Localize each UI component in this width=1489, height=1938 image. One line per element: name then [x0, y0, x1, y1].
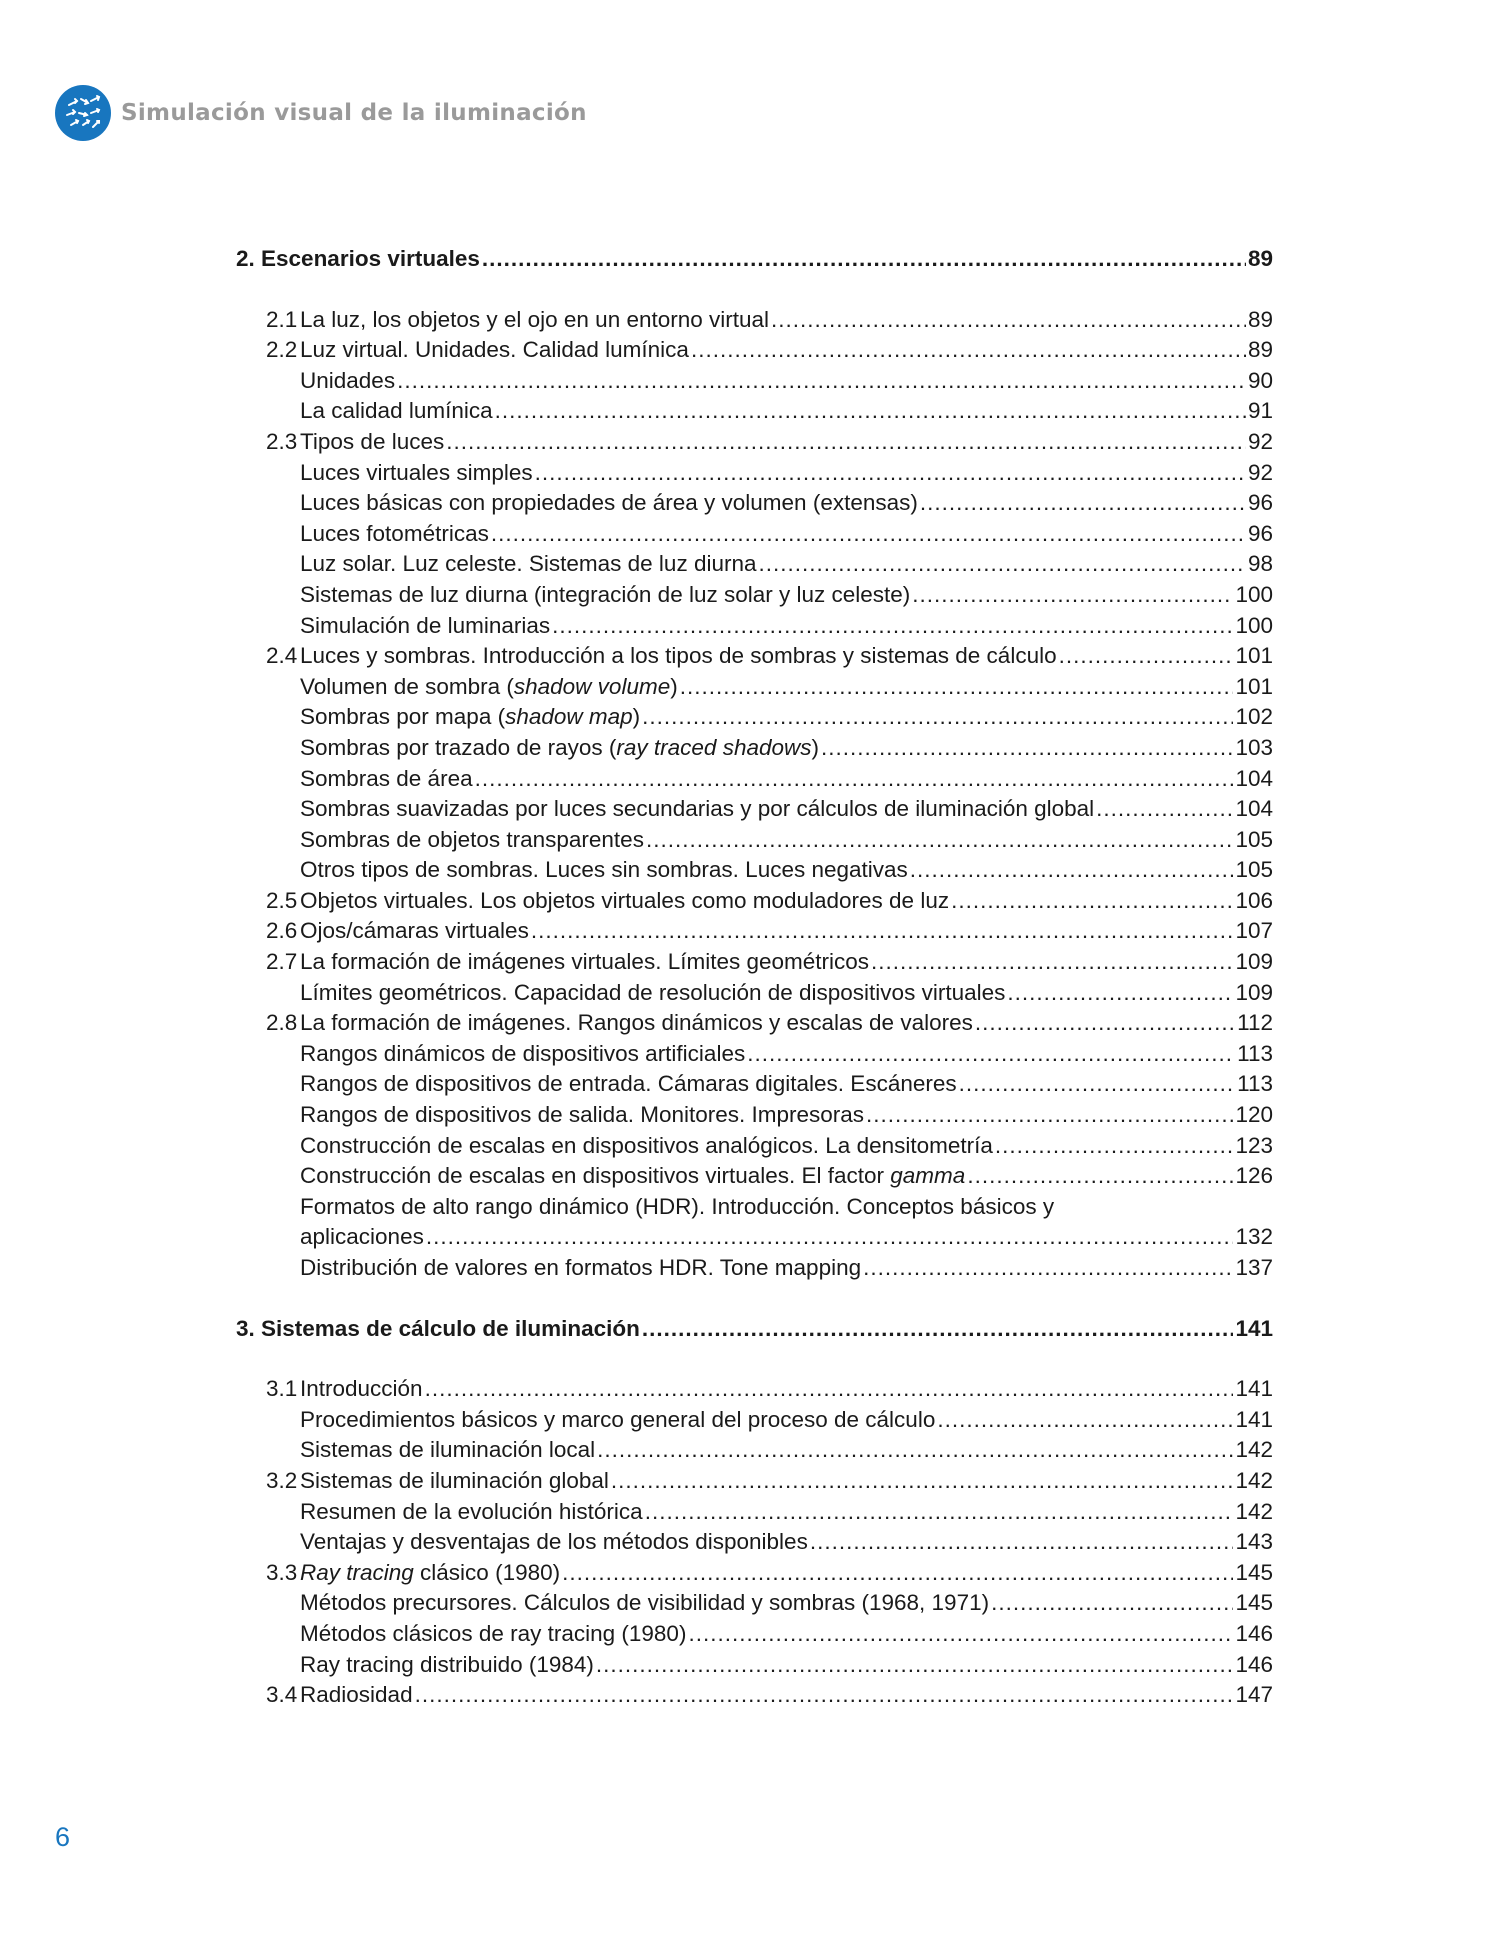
dot-leader: [552, 611, 1233, 642]
toc-entry-title: Construcción de escalas en dispositivos analógicos. La densitometría: [300, 1132, 993, 1158]
page-number: 6: [55, 1822, 71, 1852]
toc-entry-title-emphasis: Ray tracing: [300, 1559, 414, 1585]
toc-entry-title: Sistemas de iluminación global: [300, 1467, 609, 1493]
toc-entry-title-emphasis: gamma: [890, 1163, 966, 1189]
toc-entry-page: 145: [1235, 1559, 1273, 1585]
dot-leader: [688, 1619, 1233, 1650]
toc-entry: [236, 1435, 1273, 1466]
dot-leader: [596, 1650, 1234, 1681]
toc-entry: [236, 1100, 1273, 1131]
dot-leader: [912, 580, 1233, 611]
toc-entry-page: 107: [1235, 918, 1273, 944]
toc-entry-title: La formación de imágenes virtuales. Límites geométricos: [300, 949, 870, 975]
toc-entry-page: 101: [1235, 643, 1273, 669]
toc-entry-number: 3.3: [266, 1559, 298, 1585]
toc-entry-page: 113: [1237, 1040, 1273, 1066]
toc-entry: [236, 1161, 1273, 1192]
toc-entry-title: Luces virtuales simples: [300, 459, 533, 485]
dot-leader: [1007, 978, 1233, 1009]
toc-entry-page: 92: [1247, 428, 1273, 454]
dot-leader: [531, 916, 1234, 947]
dot-leader: [951, 886, 1233, 917]
dot-leader: [995, 1131, 1234, 1162]
toc-entry-page: 100: [1235, 581, 1273, 607]
toc-entry-title: Resumen de la evolución histórica: [300, 1498, 643, 1524]
toc-entry-title: Métodos clásicos de ray tracing (1980): [300, 1620, 687, 1646]
toc-entry-title: La luz, los objetos y el ojo en un entorno virtual: [300, 306, 770, 332]
running-header: [55, 84, 587, 142]
toc-entry: [236, 1008, 1273, 1039]
toc-entry-page: 120: [1235, 1102, 1273, 1128]
toc-entry-title: Rangos de dispositivos de entrada. Cámaras digitales. Escáneres: [300, 1071, 957, 1097]
dot-leader: [415, 1680, 1234, 1711]
toc-entry: [236, 886, 1273, 917]
toc-entry-page: 89: [1247, 306, 1273, 332]
toc-entry-page: 143: [1235, 1529, 1273, 1555]
toc-entry-page: 142: [1235, 1437, 1273, 1463]
toc-entry: [236, 396, 1273, 427]
toc-entry: [236, 825, 1273, 856]
toc-entry-title: La calidad lumínica: [300, 398, 493, 424]
dot-leader: [1059, 641, 1234, 672]
toc-entry-number: 2.6: [266, 918, 298, 944]
dot-leader: [771, 305, 1246, 336]
toc-entry-title: Luces básicas con propiedades de área y volumen (extensas): [300, 490, 918, 516]
toc-entry-page: 102: [1235, 704, 1273, 730]
toc-entry-page: 91: [1247, 398, 1273, 424]
toc-entry: [236, 305, 1273, 336]
toc-entry: [236, 488, 1273, 519]
toc-entry-page: 90: [1247, 367, 1273, 393]
toc-entry: [236, 794, 1273, 825]
dot-leader: [446, 427, 1246, 458]
toc-chapter-entry: [236, 244, 1273, 275]
dot-leader: [680, 672, 1234, 703]
light-rays-circle-icon: [55, 85, 111, 141]
toc-entry-title: aplicaciones: [300, 1224, 424, 1250]
toc-entry-title: 3. Sistemas de cálculo de iluminación: [236, 1315, 640, 1341]
toc-entry: [236, 335, 1273, 366]
toc-entry: [236, 1619, 1273, 1650]
toc-entry-number: 2.8: [266, 1010, 298, 1036]
toc-entry: [236, 458, 1273, 489]
toc-entry-title: 2. Escenarios virtuales: [236, 246, 480, 271]
toc-entry-page: 89: [1247, 246, 1273, 271]
toc-entry-page: 96: [1247, 520, 1273, 546]
toc-entry-title: Ray tracing distribuido (1984): [300, 1651, 594, 1677]
toc-entry-title-text: Sombras por trazado de rayos (: [300, 734, 617, 760]
toc-entry-title-text: ): [811, 734, 820, 760]
dot-leader: [821, 733, 1233, 764]
dot-leader: [426, 1222, 1234, 1253]
toc-entry-page: 109: [1235, 979, 1273, 1005]
dot-leader: [991, 1588, 1233, 1619]
toc-entry: [236, 549, 1273, 580]
toc-entry-page: 142: [1235, 1467, 1273, 1493]
toc-entry-number: 2.2: [266, 337, 298, 363]
toc-entry: [236, 764, 1273, 795]
toc-entry-page: 141: [1235, 1376, 1273, 1402]
running-header-title: Simulación visual de la iluminación: [121, 100, 587, 126]
toc-entry-page: 104: [1235, 765, 1273, 791]
toc-entry-title-text: clásico (1980): [413, 1559, 561, 1585]
dot-leader: [759, 549, 1246, 580]
toc-entry-title: Simulación de luminarias: [300, 612, 551, 638]
toc-entry-page: 104: [1235, 796, 1273, 822]
dot-leader: [642, 1314, 1234, 1345]
toc-entry-page: 142: [1235, 1498, 1273, 1524]
toc-entry-page: 113: [1237, 1071, 1273, 1097]
toc-entry-page: 132: [1235, 1224, 1273, 1250]
toc-entry-title: Ventajas y desventajas de los métodos disponibles: [300, 1529, 808, 1555]
toc-entry-title: Rangos de dispositivos de salida. Monitores. Impresoras: [300, 1102, 865, 1128]
toc-entry-title: Luz solar. Luz celeste. Sistemas de luz diurna: [300, 551, 757, 577]
dot-leader: [491, 519, 1246, 550]
toc-entry: [236, 1650, 1273, 1681]
dot-leader: [920, 488, 1246, 519]
dot-leader: [975, 1008, 1235, 1039]
toc-entry-page: 89: [1247, 337, 1273, 363]
dot-leader: [597, 1435, 1233, 1466]
toc-entry-page: 141: [1235, 1406, 1273, 1432]
toc-entry-title-text: Construcción de escalas en dispositivos virtuales. El factor: [300, 1163, 891, 1189]
toc-entry-title: [300, 672, 678, 703]
dot-leader: [1096, 794, 1233, 825]
toc-entry: [236, 519, 1273, 550]
toc-entry: [236, 1588, 1273, 1619]
toc-entry: [236, 1131, 1273, 1162]
toc-entry-title: Ojos/cámaras virtuales: [300, 918, 529, 944]
toc-entry-title: La formación de imágenes. Rangos dinámicos y escalas de valores: [300, 1010, 973, 1036]
toc-entry-page: 105: [1235, 857, 1273, 883]
toc-entry-title-text: ): [632, 704, 641, 730]
dot-leader: [495, 396, 1246, 427]
toc-entry-title: [300, 1161, 965, 1192]
dot-leader: [967, 1161, 1233, 1192]
dot-leader: [810, 1527, 1234, 1558]
toc-entry: [236, 1466, 1273, 1497]
toc-entry-title: Sombras de área: [300, 765, 473, 791]
toc-entry-page: 101: [1235, 673, 1273, 699]
toc-entry-page: 106: [1235, 887, 1273, 913]
toc-chapter-entry: [236, 1314, 1273, 1345]
dot-leader: [910, 855, 1234, 886]
toc-entry: [236, 702, 1273, 733]
toc-entry-title: [300, 702, 640, 733]
toc-entry: [236, 641, 1273, 672]
toc-entry-title: Luces fotométricas: [300, 520, 489, 546]
table-of-contents: [236, 244, 1273, 1711]
toc-entry: [236, 672, 1273, 703]
toc-entry-title-emphasis: shadow volume: [513, 673, 671, 699]
toc-entry-title: Sistemas de luz diurna (integración de luz solar y luz celeste): [300, 581, 911, 607]
toc-entry: [236, 611, 1273, 642]
dot-leader: [691, 335, 1246, 366]
toc-entry-page: 112: [1237, 1010, 1273, 1036]
toc-entry-title-emphasis: shadow map: [505, 704, 633, 730]
toc-entry-number: 2.7: [266, 949, 298, 975]
toc-entry: [236, 947, 1273, 978]
toc-entry-title: Rangos dinámicos de dispositivos artificiales: [300, 1040, 746, 1066]
toc-entry: [236, 1558, 1273, 1589]
toc-entry-page: 147: [1235, 1682, 1273, 1708]
toc-entry-title-text: Volumen de sombra (: [300, 673, 514, 699]
dot-leader: [482, 244, 1246, 275]
toc-entry: [236, 978, 1273, 1009]
toc-entry-title: Unidades: [300, 367, 396, 393]
toc-entry-page: 109: [1235, 949, 1273, 975]
toc-entry: [236, 1253, 1273, 1284]
toc-entry: [236, 1527, 1273, 1558]
toc-entry-title-emphasis: ray traced shadows: [616, 734, 812, 760]
toc-entry: [236, 1680, 1273, 1711]
toc-entry-title: [300, 1558, 560, 1589]
toc-entry-title: Luz virtual. Unidades. Calidad lumínica: [300, 337, 689, 363]
toc-entry-page: 98: [1247, 551, 1273, 577]
dot-leader: [863, 1253, 1233, 1284]
toc-entry: [236, 855, 1273, 886]
toc-entry-page: 105: [1235, 826, 1273, 852]
toc-entry-title: Radiosidad: [300, 1682, 413, 1708]
toc-entry-number: 2.4: [266, 643, 298, 669]
toc-entry-title: Objetos virtuales. Los objetos virtuales como moduladores de luz: [300, 887, 950, 913]
dot-leader: [611, 1466, 1234, 1497]
toc-entry: [236, 580, 1273, 611]
dot-leader: [866, 1100, 1233, 1131]
dot-leader: [475, 764, 1234, 795]
toc-entry-page: 145: [1235, 1590, 1273, 1616]
dot-leader: [535, 458, 1246, 489]
dot-leader: [397, 366, 1246, 397]
dot-leader: [642, 702, 1233, 733]
toc-entry: [236, 366, 1273, 397]
toc-entry: [236, 1069, 1273, 1100]
toc-entry-page: 146: [1235, 1620, 1273, 1646]
dot-leader: [562, 1558, 1233, 1589]
toc-entry-title: [300, 733, 819, 764]
toc-entry-number: 2.3: [266, 428, 298, 454]
toc-entry-title: Introducción: [300, 1376, 423, 1402]
toc-entry-page: 123: [1235, 1132, 1273, 1158]
toc-entry-number: 3.2: [266, 1467, 298, 1493]
dot-leader: [937, 1405, 1233, 1436]
toc-entry-number: 2.5: [266, 887, 298, 913]
toc-entry-title: Métodos precursores. Cálculos de visibilidad y sombras (1968, 1971): [300, 1590, 990, 1616]
dot-leader: [747, 1039, 1235, 1070]
toc-entry: [236, 1497, 1273, 1528]
toc-entry-title-text: Sombras por mapa (: [300, 704, 506, 730]
toc-entry-page: 146: [1235, 1651, 1273, 1677]
toc-entry-title: Luces y sombras. Introducción a los tipos de sombras y sistemas de cálculo: [300, 643, 1057, 669]
toc-entry-page: 92: [1247, 459, 1273, 485]
toc-entry: [236, 916, 1273, 947]
toc-entry-page: 126: [1235, 1163, 1273, 1189]
toc-entry: [236, 427, 1273, 458]
toc-entry-page: 96: [1247, 490, 1273, 516]
toc-entry-page: 100: [1235, 612, 1273, 638]
toc-entry-number: 2.1: [266, 306, 298, 332]
toc-entry: [236, 1192, 1273, 1223]
toc-entry-title: Sombras de objetos transparentes: [300, 826, 644, 852]
toc-entry: [236, 1405, 1273, 1436]
toc-entry-page: 141: [1235, 1315, 1273, 1341]
toc-entry-title: Distribución de valores en formatos HDR. Tone mapping: [300, 1255, 862, 1280]
toc-entry-title: Procedimientos básicos y marco general del proceso de cálculo: [300, 1406, 936, 1432]
dot-leader: [871, 947, 1233, 978]
toc-entry-title-text: ): [670, 673, 678, 699]
toc-entry-page: 137: [1235, 1255, 1273, 1280]
toc-entry-number: 3.4: [266, 1682, 298, 1708]
dot-leader: [646, 825, 1234, 856]
toc-entry-title: Sombras suavizadas por luces secundarias y por cálculos de iluminación global: [300, 796, 1095, 822]
dot-leader: [645, 1497, 1234, 1528]
toc-entry-title: Formatos de alto rango dinámico (HDR). Introducción. Conceptos básicos y: [300, 1193, 1055, 1219]
toc-entry: [236, 1039, 1273, 1070]
toc-entry: [236, 1374, 1273, 1405]
dot-leader: [959, 1069, 1236, 1100]
dot-leader: [425, 1374, 1234, 1405]
toc-entry-title: Tipos de luces: [300, 428, 445, 454]
toc-entry-page: 103: [1235, 734, 1273, 760]
toc-entry: [236, 733, 1273, 764]
toc-entry: [236, 1222, 1273, 1253]
toc-entry-title: Límites geométricos. Capacidad de resolución de dispositivos virtuales: [300, 979, 1006, 1005]
toc-entry-title: Sistemas de iluminación local: [300, 1437, 596, 1463]
toc-entry-number: 3.1: [266, 1376, 298, 1402]
toc-entry-title: Otros tipos de sombras. Luces sin sombras. Luces negativas: [300, 857, 908, 883]
